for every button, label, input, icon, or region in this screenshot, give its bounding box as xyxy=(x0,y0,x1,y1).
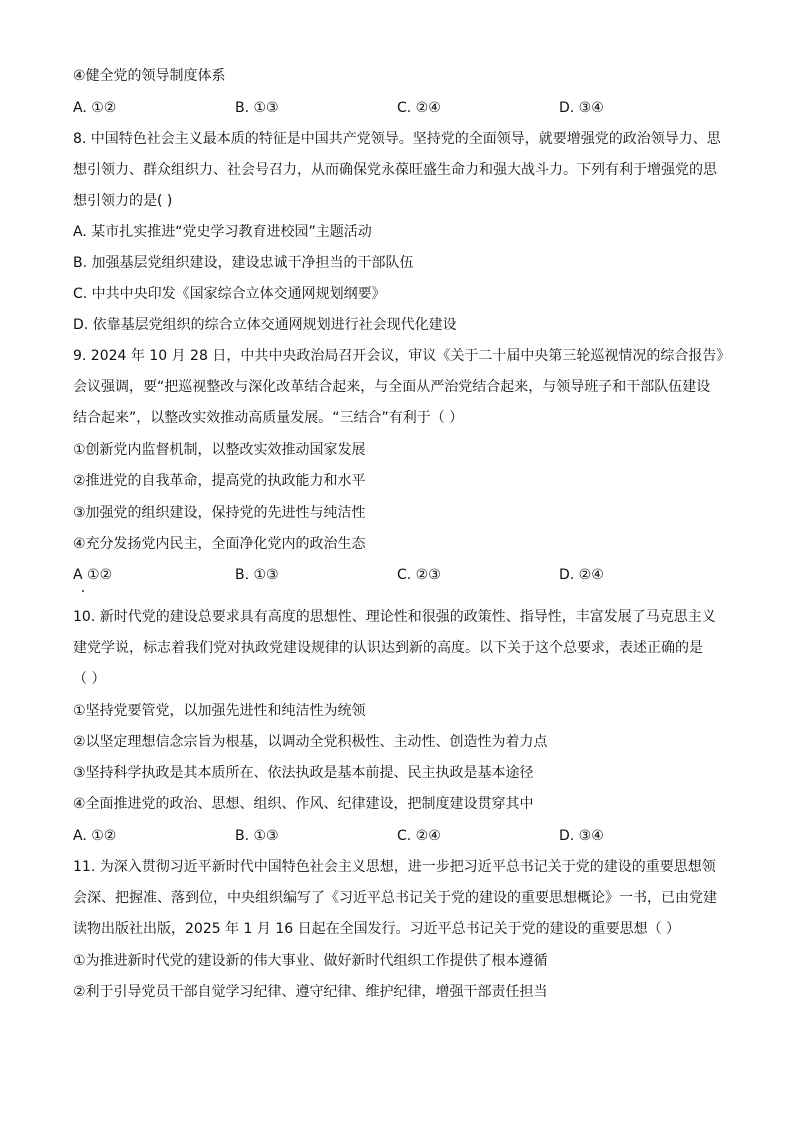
q7-option-c: C. ②④ xyxy=(397,100,441,116)
q7-item-4: ④健全党的领导制度体系 xyxy=(73,68,226,84)
q11-stem-line-2: 会深、把握准、落到位，中央组织编写了《习近平总书记关于党的建设的重要思想概论》一书，已由党建 xyxy=(73,890,717,906)
q8-stem-line-3: 想引领力的是( ) xyxy=(73,193,173,209)
q10-stem-line-2: 建党学说，标志着我们党对执政党建设规律的认识达到新的高度。以下关于这个总要求，表述正确的是 xyxy=(73,640,703,656)
q11-stem-line-3: 读物出版社出版，2025 年 1 月 16 日起在全国发行。习近平总书记关于党的建设的重要思想（ ） xyxy=(73,921,681,937)
q9-item-2: ②推进党的自我革命，提高党的执政能力和水平 xyxy=(73,473,366,489)
q10-option-d: D. ③④ xyxy=(559,828,604,844)
q9-item-1: ①创新党内监督机制，以整改实效推动国家发展 xyxy=(73,442,366,458)
q7-option-d: D. ③④ xyxy=(559,100,604,116)
q8-stem-line-1: 8. 中国特色社会主义最本质的特征是中国共产党领导。坚持党的全面领导，就要增强党的政治领导力、思 xyxy=(73,131,721,147)
q9-option-a: A ①② xyxy=(73,567,113,583)
q9-option-c: C. ②③ xyxy=(397,567,441,583)
q8-stem-line-2: 想引领力、群众组织力、社会号召力，从而确保党永葆旺盛生命力和强大战斗力。下列有利于增强党的思 xyxy=(73,162,717,178)
q10-item-2: ②以坚定理想信念宗旨为根基，以调动全党积极性、主动性、创造性为着力点 xyxy=(73,734,548,750)
q10-item-4: ④全面推进党的政治、思想、组织、作风、纪律建设，把制度建设贯穿其中 xyxy=(73,796,534,812)
q10-stem-line-1: 10. 新时代党的建设总要求具有高度的思想性、理论性和很强的政策性、指导性，丰富发展了马克思主义 xyxy=(73,609,716,625)
q11-item-1: ①为推进新时代党的建设新的伟大事业、做好新时代组织工作提供了根本遵循 xyxy=(73,953,548,969)
q9-option-d: D. ②④ xyxy=(559,567,604,583)
q7-option-a: A. ①② xyxy=(73,100,117,116)
q9-options xyxy=(73,565,733,585)
q7-option-b: B. ①③ xyxy=(235,100,279,116)
q8-option-c: C. 中共中央印发《国家综合立体交通网规划纲要》 xyxy=(73,286,386,302)
q10-item-1: ①坚持党要管党，以加强先进性和纯洁性为统领 xyxy=(73,703,366,719)
q9-item-3: ③加强党的组织建设，保持党的先进性与纯洁性 xyxy=(73,505,366,521)
q10-option-a: A. ①② xyxy=(73,828,117,844)
q10-options xyxy=(73,826,733,846)
q9-item-4: ④充分发扬党内民主，全面净化党内的政治生态 xyxy=(73,536,366,552)
q9-stem-line-2: 会议强调，要“把巡视整改与深化改革结合起来，与全面从严治党结合起来，与领导班子和干部队伍建设 xyxy=(73,379,711,395)
q9-option-b: B. ①③ xyxy=(235,567,279,583)
q10-stem-line-3: （ ） xyxy=(73,671,106,687)
q8-option-a: A. 某市扎实推进“党史学习教育进校园”主题活动 xyxy=(73,224,372,240)
q10-option-b: B. ①③ xyxy=(235,828,279,844)
q9-stem-line-1: 9. 2024 年 10 月 28 日，中共中央政治局召开会议，审议《关于二十届中央第三轮巡视情况的综合报告》 xyxy=(73,348,731,364)
stray-dot-mark xyxy=(82,590,84,592)
q10-option-c: C. ②④ xyxy=(397,828,441,844)
q7-options xyxy=(73,98,733,118)
q8-option-d: D. 依靠基层党组织的综合立体交通网规划进行社会现代化建设 xyxy=(73,317,457,333)
q11-stem-line-1: 11. 为深入贯彻习近平新时代中国特色社会主义思想，进一步把习近平总书记关于党的建设的重要思想领 xyxy=(73,859,716,875)
q10-item-3: ③坚持科学执政是其本质所在、依法执政是基本前提、民主执政是基本途径 xyxy=(73,765,534,781)
q11-item-2: ②利于引导党员干部自觉学习纪律、遵守纪律、维护纪律，增强干部责任担当 xyxy=(73,984,548,1000)
q9-stem-line-3: 结合起来”，以整改实效推动高质量发展。“三结合”有利于（ ） xyxy=(73,410,464,426)
q8-option-b: B. 加强基层党组织建设，建设忠诚干净担当的干部队伍 xyxy=(73,255,414,271)
